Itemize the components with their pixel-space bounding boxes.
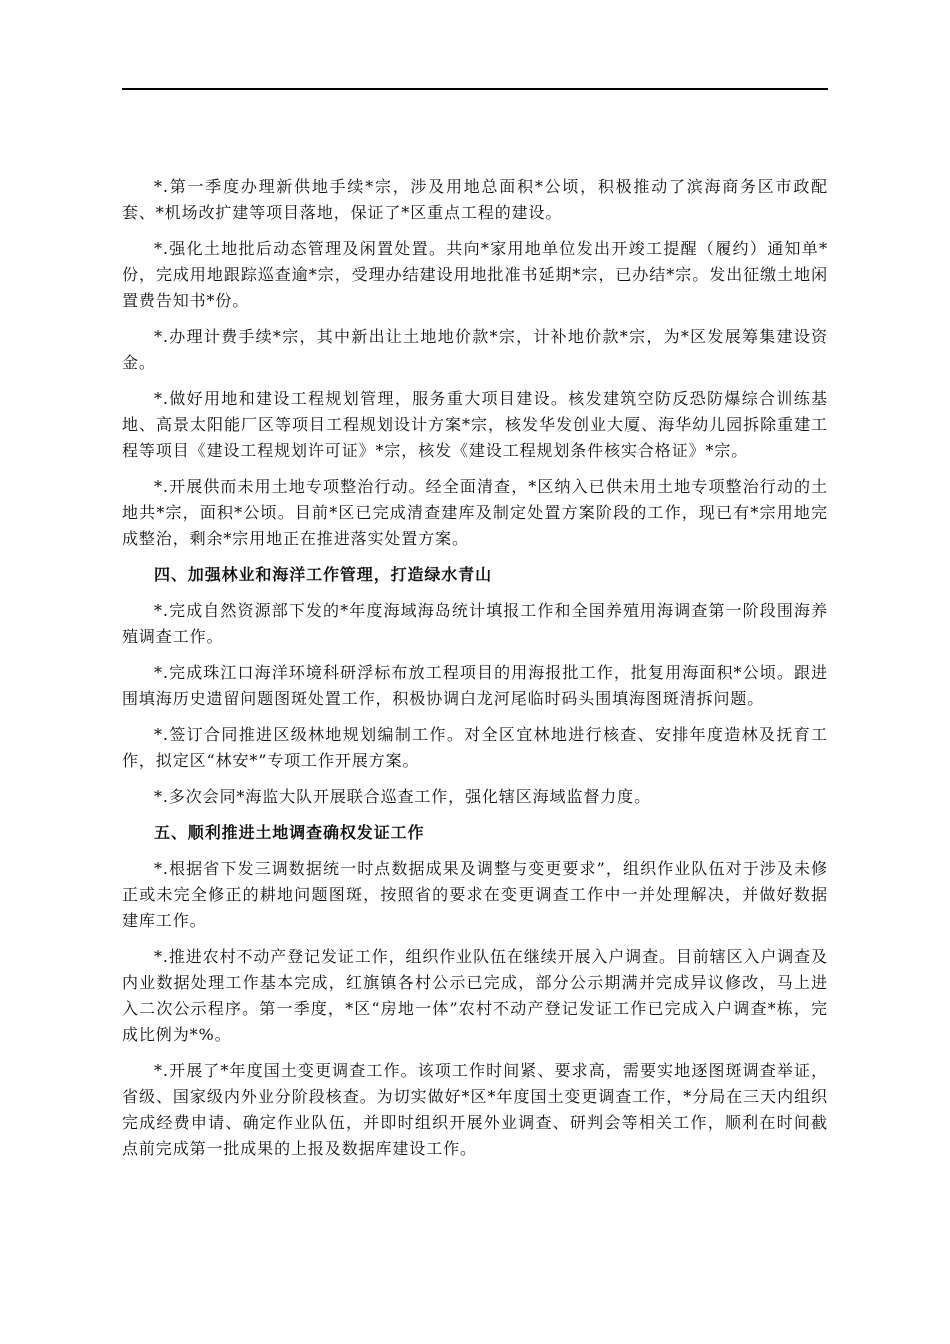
header-rule [122, 88, 828, 90]
paragraph-12: *.开展了*年度国土变更调查工作。该项工作时间紧、要求高，需要实地逐图斑调查举证，省级、国家级内外业分阶段核查。为切实做好*区*年度国土变更调查工作，*分局在三天内组织完成经费申请、确定作业队伍，并即时组织开展外业调查、研判会等相关工作，顺利在时间截点前完成第一批成果的上报及数据库建设工作。 [122, 1061, 828, 1158]
paragraph-6: *.完成自然资源部下发的*年度海域海岛统计填报工作和全国养殖用海调查第一阶段围海养殖调查工作。 [122, 601, 828, 646]
paragraph-5: *.开展供而未用土地专项整治行动。经全面清查，*区纳入已供未用土地专项整治行动的土地共*宗，面积*公顷。目前*区已完成清查建库及制定处置方案阶段的工作，现已有*宗用地完成整治，剩余*宗用地正在推进落实处置方案。 [122, 477, 828, 548]
section-heading-5: 五、顺利推进土地调查确权发证工作 [154, 823, 425, 842]
paragraph-2: *.强化土地批后动态管理及闲置处置。共向*家用地单位发出开竣工提醒（履约）通知单*份，完成用地跟踪巡查逾*宗，受理办结建设用地批准书延期*宗，已办结*宗。发出征缴土地闲置费告知书*份。 [122, 239, 828, 310]
document-body [122, 174, 828, 1172]
paragraph-10: *.根据省下发三调数据统一时点数据成果及调整与变更要求”，组织作业队伍对于涉及未修正或未完全修正的耕地问题图斑，按照省的要求在变更调查工作中一并处理解决，并做好数据建库工作。 [122, 859, 828, 930]
paragraph-8: *.签订合同推进区级林地规划编制工作。对全区宜林地进行核查、安排年度造林及抚育工作，拟定区“林安*”专项工作开展方案。 [122, 725, 828, 770]
paragraph-3: *.办理计费手续*宗，其中新出让土地地价款*宗，计补地价款*宗，为*区发展筹集建设资金。 [122, 327, 828, 372]
paragraph-1: *.第一季度办理新供地手续*宗，涉及用地总面积*公顷，积极推动了滨海商务区市政配套、*机场改扩建等项目落地，保证了*区重点工程的建设。 [122, 177, 828, 222]
paragraph-4: *.做好用地和建设工程规划管理，服务重大项目建设。核发建筑空防反恐防爆综合训练基地、高景太阳能厂区等项目工程规划设计方案*宗，核发华发创业大厦、海华幼儿园拆除重建工程等项目《建设工程规划许可证》*宗，核发《建设工程规划条件核实合格证》*宗。 [122, 389, 828, 460]
paragraph-11: *.推进农村不动产登记发证工作，组织作业队伍在继续开展入户调查。目前辖区入户调查及内业数据处理工作基本完成，红旗镇各村公示已完成，部分公示期满并完成异议修改，马上进入二次公示程序。第一季度，*区“房地一体”农村不动产登记发证工作已完成入户调查*栋，完成比例为*%。 [122, 947, 828, 1044]
paragraph-9: *.多次会同*海监大队开展联合巡查工作，强化辖区海域监督力度。 [154, 787, 651, 806]
paragraph-7: *.完成珠江口海洋环境科研浮标布放工程项目的用海报批工作，批复用海面积*公顷。跟进围填海历史遗留问题图斑处置工作，积极协调白龙河尾临时码头围填海图斑清拆问题。 [122, 663, 828, 708]
section-heading-4: 四、加强林业和海洋工作管理，打造绿水青山 [154, 565, 493, 584]
